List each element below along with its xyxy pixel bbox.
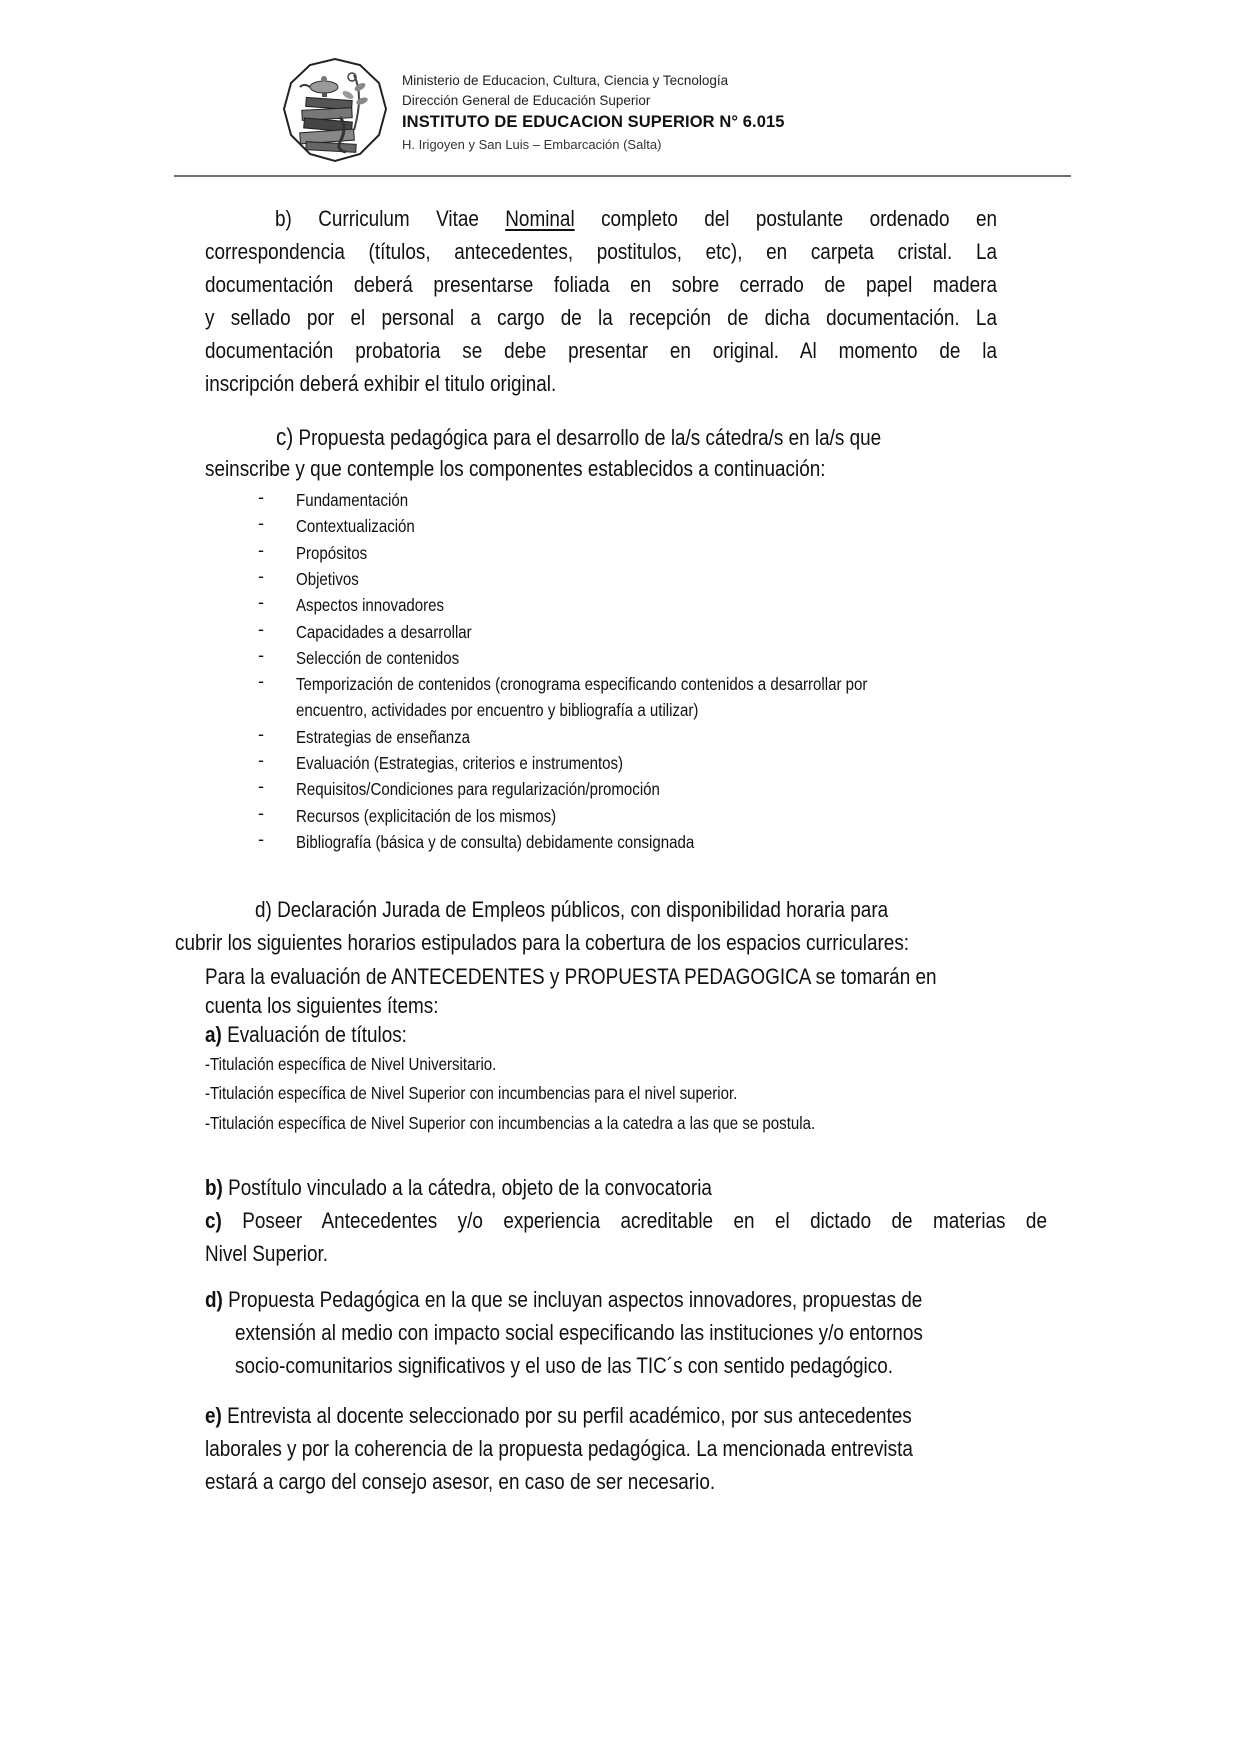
list-bullet-dash: -: [258, 828, 264, 849]
section-b-line-3: [205, 272, 997, 298]
item-d-line-2: extensión al medio con impacto social especificando las instituciones y/o entornos: [235, 1320, 923, 1345]
nominal-underlined: Nominal: [505, 206, 575, 231]
section-b-line-5-text: documentación probatoria se debe presentar en original. Al momento de la: [205, 338, 997, 363]
item-e-line-3: estará a cargo del consejo asesor, en caso de ser necesario.: [205, 1469, 716, 1494]
institute-address: H. Irigoyen y San Luis – Embarcación (Salta): [402, 137, 662, 152]
list-bullet-dash: -: [258, 671, 264, 692]
section-b-line-6: inscripción deberá exhibir el titulo original.: [205, 371, 557, 396]
item-b: [205, 1175, 712, 1201]
component-list-item-continuation: encuentro, actividades por encuentro y bibliografía a utilizar): [296, 700, 699, 721]
item-a-title: Evaluación de títulos:: [221, 1022, 407, 1047]
section-b-text-1: Curriculum Vitae: [318, 206, 506, 231]
ministry-line: Ministerio de Educacion, Cultura, Ciencia y Tecnología: [402, 73, 729, 88]
list-bullet-dash: -: [258, 618, 264, 639]
item-a-entry-3: -Titulación específica de Nivel Superior con incumbencias a la catedra a las que se postula.: [205, 1113, 816, 1133]
item-e-marker: e): [205, 1403, 222, 1428]
component-list-item: Aspectos innovadores: [296, 595, 445, 616]
component-list-item: Estrategias de enseñanza: [296, 726, 471, 747]
component-list-item: Objetivos: [296, 568, 359, 589]
item-a-entry-2: -Titulación específica de Nivel Superior con incumbencias para el nivel superior.: [205, 1083, 738, 1103]
item-c-line-1: [205, 1208, 1047, 1234]
list-bullet-dash: -: [258, 802, 264, 823]
component-list-item: Recursos (explicitación de los mismos): [296, 805, 557, 826]
item-c-line-2: Nivel Superior.: [205, 1241, 329, 1266]
list-bullet-dash: -: [258, 513, 264, 534]
list-bullet-dash: -: [258, 750, 264, 770]
list-bullet-dash: -: [258, 723, 264, 744]
item-a-entry-1: -Titulación específica de Nivel Universitario.: [205, 1054, 497, 1074]
section-b-line-3-text: documentación deberá presentarse foliada en sobre cerrado de papel madera: [205, 272, 997, 297]
header-divider: [174, 175, 1071, 177]
item-c-marker: c): [205, 1208, 222, 1233]
list-bullet-dash: -: [258, 487, 264, 507]
section-c-line-2: seinscribe y que contemple los componentes establecidos a continuación:: [205, 456, 826, 481]
item-d-line-1: [205, 1287, 922, 1313]
section-d-line-1: d) Declaración Jurada de Empleos públicos, con disponibilidad horaria para: [255, 897, 889, 922]
evaluation-intro-2: cuenta los siguientes ítems:: [205, 993, 439, 1018]
section-b-text-2: completo del postulante ordenado en: [574, 206, 997, 231]
item-a-heading: [205, 1022, 407, 1048]
section-c-line-1-text: Propuesta pedagógica para el desarrollo de la/s cátedra/s en la/s que: [298, 425, 882, 450]
list-bullet-dash: -: [258, 592, 264, 613]
section-d-line-2: cubrir los siguientes horarios estipulados para la cobertura de los espacios curriculares:: [175, 930, 910, 955]
item-e-text-1: Entrevista al docente seleccionado por su perfil académico, por sus antecedentes: [221, 1403, 912, 1428]
component-list-item: Temporización de contenidos (cronograma especificando contenidos a desarrollar por: [296, 674, 868, 695]
directorate-line: Dirección General de Educación Superior: [402, 93, 651, 108]
list-bullet-dash: -: [258, 644, 264, 665]
component-list-item: Fundamentación: [296, 490, 409, 510]
item-d-line-3: socio-comunitarios significativos y el uso de las TIC´s con sentido pedagógico.: [235, 1353, 893, 1378]
books-lamp-logo-icon: [282, 57, 388, 163]
section-b-line-4: [205, 305, 997, 331]
evaluation-intro-1: Para la evaluación de ANTECEDENTES y PROPUESTA PEDAGOGICA se tomarán en: [205, 964, 937, 989]
list-bullet-dash: -: [258, 565, 264, 586]
section-b-line-2-text: correspondencia (títulos, antecedentes, postitulos, etc), en carpeta cristal. La: [205, 239, 997, 264]
section-b-marker: b): [275, 206, 292, 231]
component-list-item: Bibliografía (básica y de consulta) debidamente consignada: [296, 831, 695, 852]
section-b-line-5: [205, 338, 997, 364]
component-list-item: Propósitos: [296, 542, 368, 563]
item-b-marker: b): [205, 1175, 223, 1200]
list-bullet-dash: -: [258, 776, 264, 797]
item-a-marker: a): [205, 1022, 222, 1047]
section-b-line-1: [275, 206, 997, 232]
item-d-marker: d): [205, 1287, 223, 1312]
component-list-item: Capacidades a desarrollar: [296, 621, 472, 642]
item-d-text-1: Propuesta Pedagógica en la que se incluyan aspectos innovadores, propuestas de: [222, 1287, 923, 1312]
section-b-line-2: [205, 239, 997, 265]
section-c-line-1: [276, 424, 881, 452]
list-bullet-dash: -: [258, 539, 264, 560]
component-list-item: Requisitos/Condiciones para regularización/promoción: [296, 779, 660, 800]
item-e-line-1: [205, 1403, 912, 1429]
component-list-item: Contextualización: [296, 516, 415, 537]
item-c-text-1: Poseer Antecedentes y/o experiencia acreditable en el dictado de materias de: [221, 1208, 1047, 1233]
institute-name: INSTITUTO DE EDUCACION SUPERIOR N° 6.015: [402, 113, 785, 131]
component-list-item: Selección de contenidos: [296, 647, 460, 668]
item-b-text: Postítulo vinculado a la cátedra, objeto de la convocatoria: [222, 1175, 712, 1200]
item-e-line-2: laborales y por la coherencia de la propuesta pedagógica. La mencionada entrevista: [205, 1436, 913, 1461]
section-c-marker: c): [276, 424, 294, 451]
section-b-line-4-text: y sellado por el personal a cargo de la recepción de dicha documentación. La: [205, 305, 997, 330]
component-list-item: Evaluación (Estrategias, criterios e instrumentos): [296, 753, 624, 773]
